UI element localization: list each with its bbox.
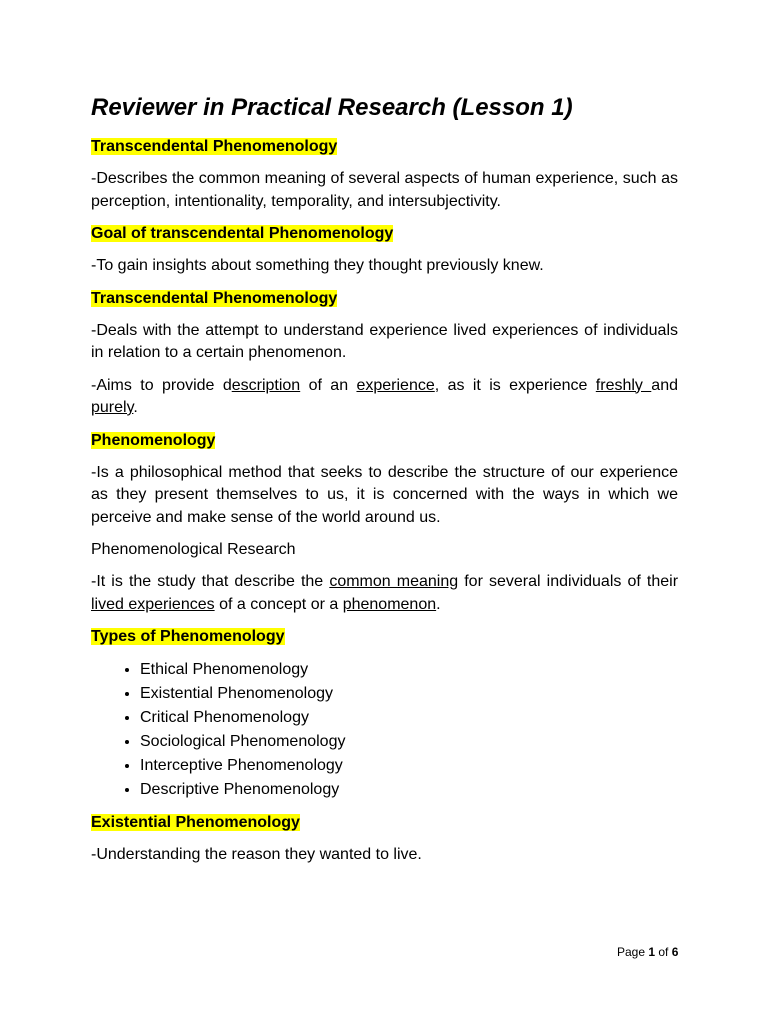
section-heading-phenomenology [91, 430, 678, 452]
list-item: • Existential Phenomenology [140, 682, 678, 706]
list-item: • Descriptive Phenomenology [140, 778, 678, 802]
total-pages-number: 6 [671, 945, 679, 959]
highlighted-heading: Transcendental Phenomenology [91, 289, 338, 307]
paragraph-phenomenology-definition: -Is a philosophical method that seeks to describe the structure of our experience as they present themselves to us, it is concerned with the ways in which we perceive and make sense of the world around us. [91, 463, 678, 526]
highlighted-heading: Transcendental Phenomenology [91, 138, 338, 155]
of-label: of [655, 945, 672, 959]
underlined-experience: experience [356, 376, 435, 394]
highlighted-heading: Existential Phenomenology [91, 814, 300, 831]
page-label: Page [617, 945, 649, 959]
text-run: , as it is experience [434, 376, 596, 394]
section-heading-transcendental-phenomenology-2 [91, 288, 678, 310]
paragraph-transcendental-definition: -Describes the common meaning of several aspects of human experience, such as perception, intentionality, temporality, and intersubjectivity. [91, 170, 678, 210]
document-title: Reviewer in Practical Research (Lesson 1) [91, 94, 573, 121]
section-heading-existential [91, 812, 678, 834]
list-item: • Sociological Phenomenology [140, 730, 678, 754]
types-list [91, 658, 678, 802]
highlighted-heading: Phenomenology [91, 431, 216, 449]
paragraph-aims-to-provide [91, 375, 678, 420]
text-run: -Aims to provide d [91, 376, 232, 394]
underlined-common-meaning: common meaning [329, 573, 459, 590]
underlined-phenomenon: phenomenon [342, 595, 437, 613]
section-heading-phenomenological-research: Phenomenological Research [91, 541, 296, 558]
document-page [91, 92, 678, 877]
current-page-number: 1 [648, 945, 656, 959]
paragraph-existential: -Understanding the reason they wanted to live. [91, 846, 422, 863]
text-run: of a concept or a [214, 595, 343, 613]
highlighted-heading: Types of Phenomenology [91, 628, 285, 645]
paragraph-phenomenological-research [91, 571, 678, 616]
list-item: • Critical Phenomenology [140, 706, 678, 730]
highlighted-heading: Goal of transcendental Phenomenology [91, 225, 394, 242]
underlined-lived-experiences: lived experiences [91, 595, 215, 613]
section-heading-goal [91, 223, 678, 245]
underlined-description: escription [231, 376, 301, 394]
section-heading-transcendental-phenomenology [91, 136, 678, 158]
text-run: . [133, 399, 138, 416]
list-item: • Interceptive Phenomenology [140, 754, 678, 778]
underlined-freshly: freshly [595, 376, 652, 394]
list-item: • Ethical Phenomenology [140, 658, 678, 682]
text-run: -It is the study that describe the [91, 573, 330, 590]
paragraph-goal: -To gain insights about something they thought previously knew. [91, 257, 544, 274]
paragraph-deals-with: -Deals with the attempt to understand experience lived experiences of individuals in relation to a certain phenomenon. [91, 321, 678, 361]
section-heading-types [91, 626, 678, 648]
text-run: and [651, 376, 678, 394]
underlined-purely: purely [91, 399, 134, 416]
page-number-footer [617, 944, 678, 960]
text-run: . [436, 595, 441, 613]
text-run: of an [300, 376, 357, 394]
text-run: for several individuals of their [458, 573, 679, 590]
